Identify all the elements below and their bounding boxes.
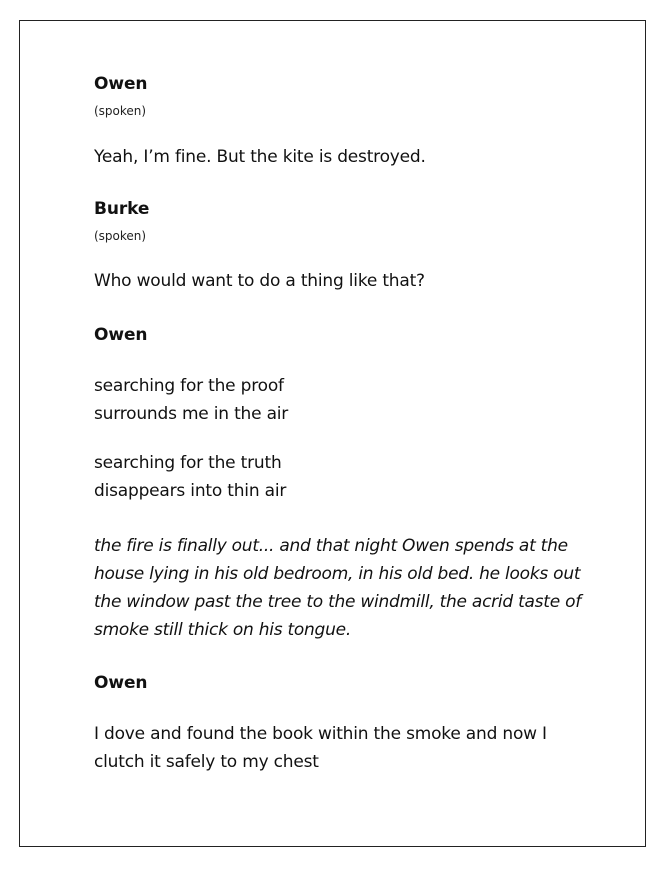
lyric-line: disappears into thin air xyxy=(94,481,287,501)
dialogue-line: Who would want to do a thing like that? xyxy=(94,271,425,291)
lyric-line: searching for the truth xyxy=(94,453,282,473)
stage-direction-line: the fire is finally out... and that night Owen spends at the xyxy=(94,536,568,556)
speaker-name: Owen xyxy=(94,325,148,345)
stage-direction-line: the window past the tree to the windmill, the acrid taste of xyxy=(94,592,581,612)
stage-direction xyxy=(94,532,584,644)
speaker-name: Owen xyxy=(94,673,148,693)
speaker-name: Burke xyxy=(94,199,150,219)
dialogue-line: clutch it safely to my chest xyxy=(94,752,319,772)
lyric-line: surrounds me in the air xyxy=(94,404,289,424)
script-page xyxy=(19,20,646,847)
dialogue-line: I dove and found the book within the smoke and now I xyxy=(94,724,547,744)
delivery-note: (spoken) xyxy=(94,104,147,118)
stage-direction-line: house lying in his old bedroom, in his old bed. he looks out xyxy=(94,564,581,584)
dialogue-line: Yeah, I’m fine. But the kite is destroyed. xyxy=(94,147,426,167)
delivery-note: (spoken) xyxy=(94,229,147,243)
stage-direction-line: smoke still thick on his tongue. xyxy=(94,620,351,640)
lyric-line: searching for the proof xyxy=(94,376,284,396)
speaker-name: Owen xyxy=(94,74,148,94)
